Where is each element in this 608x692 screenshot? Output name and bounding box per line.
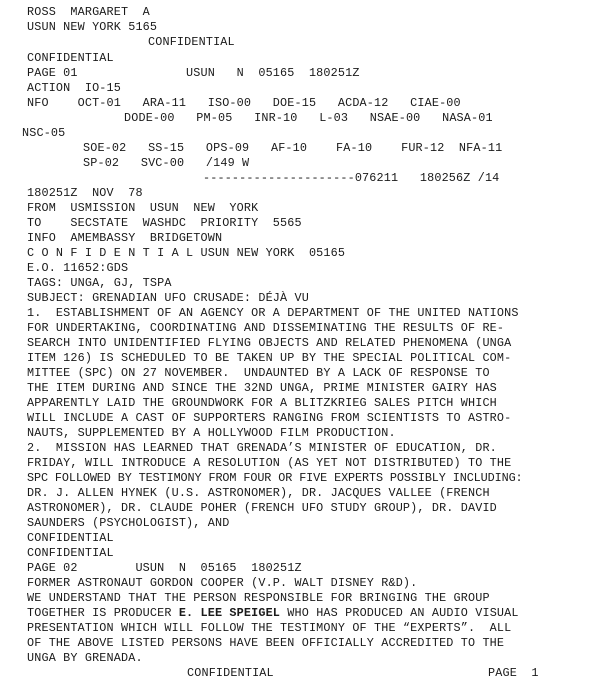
distribution-line: SOE-02 SS-15 OPS-09 AF-10 FA-10 FUR-12 NFA-11 <box>83 141 503 155</box>
date-time-group: 180251Z NOV 78 <box>27 186 143 200</box>
paragraph-1-line: SEARCH INTO UNIDENTIFIED FLYING OBJECTS AND RELATED PHENOMENA (UNGA <box>27 336 512 350</box>
tags-line: TAGS: UNGA, GJ, TSPA <box>27 276 172 290</box>
classification-header: CONFIDENTIAL <box>148 35 235 49</box>
paragraph-1-line: FOR UNDERTAKING, COORDINATING AND DISSEMINATING THE RESULTS OF RE- <box>27 321 505 335</box>
to-line: TO SECSTATE WASHDC PRIORITY 5565 <box>27 216 302 230</box>
paragraph-1-line: WILL INCLUDE A CAST OF SUPPORTERS RANGING FROM SCIENTISTS TO ASTRO- <box>27 411 512 425</box>
page-header-1: PAGE 01 USUN N 05165 180251Z <box>27 66 360 80</box>
producer-name: E. LEE SPEIGEL <box>178 606 281 620</box>
distribution-line: DODE-00 PM-05 INR-10 L-03 NSAE-00 NASA-01 <box>124 111 493 125</box>
eo-line: E.O. 11652:GDS <box>27 261 129 275</box>
classification-line: CONFIDENTIAL <box>27 546 114 560</box>
paragraph-3-text: TOGETHER IS PRODUCER <box>27 606 179 620</box>
footer-page-number: PAGE 1 <box>488 666 539 680</box>
distribution-line: NFO OCT-01 ARA-11 ISO-00 DOE-15 ACDA-12 CIAE-00 <box>27 96 461 110</box>
paragraph-1-line: 1. ESTABLISHMENT OF AN AGENCY OR A DEPARTMENT OF THE UNITED NATIONS <box>27 306 519 320</box>
subject-line: SUBJECT: GRENADIAN UFO CRUSADE: DÉJÀ VU <box>27 291 309 305</box>
action-line: ACTION IO-15 <box>27 81 121 95</box>
page-header-2: PAGE 02 USUN N 05165 180251Z <box>27 561 302 575</box>
paragraph-3-line: FORMER ASTRONAUT GORDON COOPER (V.P. WALT DISNEY R&D). <box>27 576 418 590</box>
paragraph-3-line: WE UNDERSTAND THAT THE PERSON RESPONSIBLE FOR BRINGING THE GROUP <box>27 591 490 605</box>
paragraph-3-line: OF THE ABOVE LISTED PERSONS HAVE BEEN OFFICIALLY ACCREDITED TO THE <box>27 636 505 650</box>
paragraph-2-line: 2. MISSION HAS LEARNED THAT GRENADA’S MINISTER OF EDUCATION, DR. <box>27 441 497 455</box>
distribution-separator: ---------------------076211 180256Z /14 <box>203 171 500 185</box>
paragraph-1-line: APPARENTLY LAID THE GROUNDWORK FOR A BLITZKRIEG SALES PITCH WHICH <box>27 396 497 410</box>
paragraph-1-line: MITTEE (SPC) ON 27 NOVEMBER. UNDAUNTED BY A LACK OF RESPONSE TO <box>27 366 490 380</box>
paragraph-2-line: DR. J. ALLEN HYNEK (U.S. ASTRONOMER), DR. JACQUES VALLEE (FRENCH <box>27 486 490 500</box>
paragraph-3-text: WHO HAS PRODUCED AN AUDIO VISUAL <box>280 606 519 620</box>
distribution-line: SP-02 SVC-00 /149 W <box>83 156 250 170</box>
paragraph-1-line: ITEM 126) IS SCHEDULED TO BE TAKEN UP BY THE SPECIAL POLITICAL COM- <box>27 351 512 365</box>
paragraph-3-line <box>27 606 519 621</box>
paragraph-3-line: PRESENTATION WHICH WILL FOLLOW THE TESTIMONY OF THE “EXPERTS”. ALL <box>27 621 512 635</box>
footer-classification: CONFIDENTIAL <box>187 666 274 680</box>
classification-line: CONFIDENTIAL <box>27 51 114 65</box>
origin-line: USUN NEW YORK 5165 <box>27 20 158 34</box>
paragraph-2-line: SAUNDERS (PSYCHOLOGIST), AND <box>27 516 230 530</box>
paragraph-1-line: NAUTS, SUPPLEMENTED BY A HOLLYWOOD FILM PRODUCTION. <box>27 426 396 440</box>
paragraph-1-line: THE ITEM DURING AND SINCE THE 32ND UNGA, PRIME MINISTER GAIRY HAS <box>27 381 497 395</box>
distribution-line: NSC-05 <box>22 126 66 140</box>
info-line: INFO AMEMBASSY BRIDGETOWN <box>27 231 223 245</box>
addressee-line: ROSS MARGARET A <box>27 5 150 19</box>
classification-line: CONFIDENTIAL <box>27 531 114 545</box>
classification-spaced: C O N F I D E N T I A L USUN NEW YORK 05165 <box>27 246 346 260</box>
paragraph-2-line: FRIDAY, WILL INTRODUCE A RESOLUTION (AS YET NOT DISTRIBUTED) TO THE <box>27 456 512 470</box>
from-line: FROM USMISSION USUN NEW YORK <box>27 201 259 215</box>
paragraph-2-line: SPC FOLLOWED BY TESTIMONY FROM FOUR OR FIVE EXPERTS POSSIBLY INCLUDING: <box>27 471 523 485</box>
paragraph-3-line: UNGA BY GRENADA. <box>27 651 143 665</box>
paragraph-2-line: ASTRONOMER), DR. CLAUDE POHER (FRENCH UFO STUDY GROUP), DR. DAVID <box>27 501 497 515</box>
